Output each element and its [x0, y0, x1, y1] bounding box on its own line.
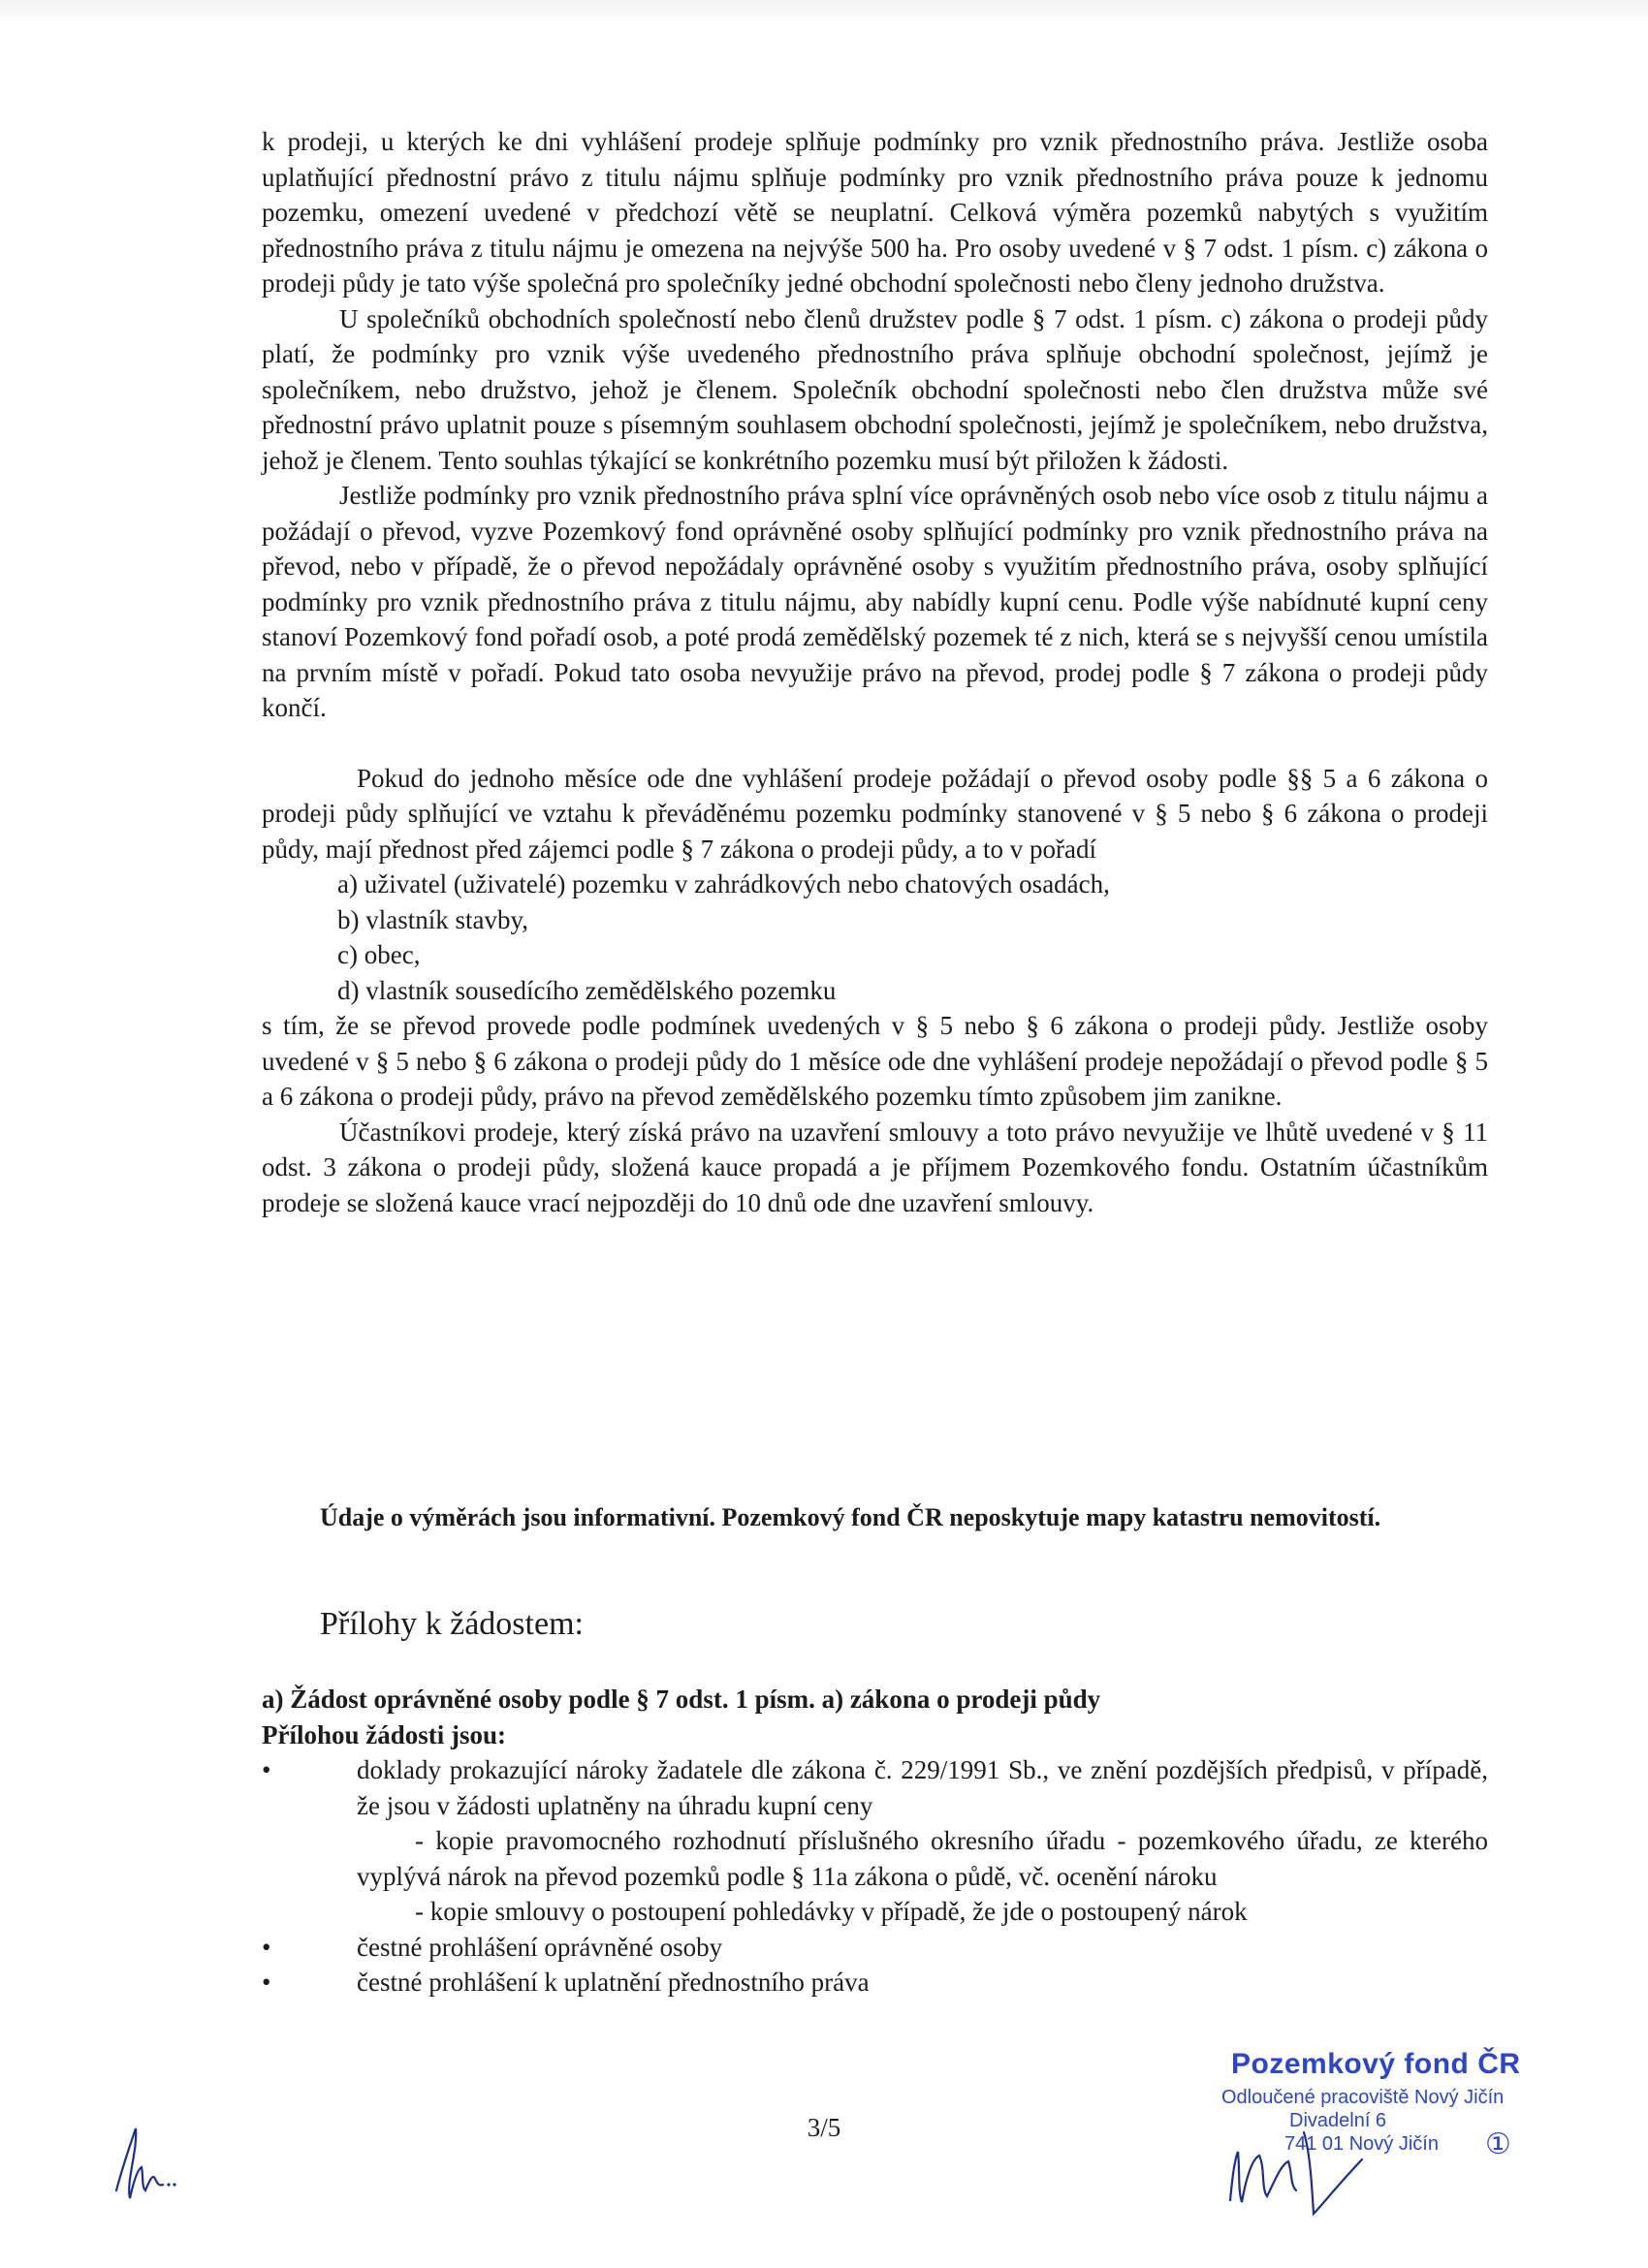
handwritten-signature — [1217, 2113, 1391, 2220]
paragraph-partners: U společníků obchodních společností nebo členů družstev podle § 7 odst. 1 písm. c) zákona o prodeji půdy platí, že podmínky pro vznik výše uvedeného přednostního práva splňuje obchodní společnost, jejímž je společníkem, nebo družstvo, jehož je členem. Společník obchodní společnosti nebo člen družstva může své přednostní právo uplatnit pouze s písemným souhlasem obchodní společnosti, jejímž je společníkem, nebo družstva, jehož je členem. Tento souhlas týkající se konkrétního pozemku musí být přiložen k žádosti. — [262, 303, 1488, 475]
bullet-item — [262, 1930, 1488, 1966]
informative-note: Údaje o výměrách jsou informativní. Pozemkový fond ČR neposkytuje mapy katastru nemovitostí. — [320, 1503, 1381, 1531]
initials-signature — [97, 2123, 184, 2210]
list-item-neighbour: d) vlastník sousedícího zemědělského pozemku — [337, 975, 837, 1005]
list-item-building-owner: b) vlastník stavby, — [337, 904, 528, 934]
list-item-users: a) uživatel (uživatelé) pozemku v zahrádkových nebo chatových osadách, — [337, 869, 1110, 898]
bullet-item — [262, 1965, 1488, 2000]
bullet-icon: • — [262, 1968, 271, 1997]
paragraph-multiple-persons: Jestliže podmínky pro vznik přednostního práva splní více oprávněných osob nebo více osob z titulu nájmu a požádají o převod, vyzve Pozemkový fond oprávněné osoby splňující podmínky pro vznik přednostního práva na převod, nebo v případě, že o převod nepožádaly oprávněné osoby s využitím přednostního práva, osoby splňující podmínky pro vznik přednostního práva z titulu nájmu, aby nabídly kupní cenu. Podle výše nabídnuté kupní ceny stanoví Pozemkový fond pořadí osob, a poté prodá zemědělský pozemek té z nich, která se s nejvyšší cenou umístila na prvním místě v pořadí. Pokud tato osoba nevyužije právo na převod, prodej podle § 7 zákona o prodeji půdy končí. — [262, 481, 1488, 722]
section-subheading: Přílohou žádosti jsou: — [262, 1719, 507, 1749]
bullet-text-preemptive: čestné prohlášení k uplatnění přednostního práva — [357, 1968, 870, 1997]
paragraph-transfer-conditions: s tím, že se převod provede podle podmínek uvedených v § 5 nebo § 6 zákona o prodeji půdy. Jestliže osoby uvedené v § 5 nebo § 6 zákona o prodeji půdy do 1 měsíce ode dne vyhlášení prodeje nepožádají o převod podle § 5 a 6 zákona o prodeji půdy, právo na převod zemědělského pozemku tímto způsobem jim zanikne. — [262, 1011, 1488, 1111]
stamp-mark-icon: ① — [1485, 2128, 1511, 2160]
list-item-municipality: c) obec, — [337, 940, 421, 969]
stamp-street-line: Divadelní 6 — [1289, 2110, 1387, 2131]
paragraph-priority: Pokud do jednoho měsíce ode dne vyhlášení prodeje požádají o převod osoby podle §§ 5 a 6 zákona o prodeji půdy splňující ve vztahu k převáděnému pozemku podmínky stanovené v § 5 nebo § 6 zákona o prodeji půdy, mají přednost před zájemci podle § 7 zákona o prodeji půdy, a to v pořadí — [262, 763, 1488, 864]
sub-item-decision: - kopie pravomocného rozhodnutí příslušného okresního úřadu - pozemkového úřadu, ze kterého vyplývá nárok na převod pozemků podle § 11a zákona o půdě, vč. ocenění nároku — [357, 1826, 1488, 1891]
attachments-section-a — [262, 1682, 1488, 2000]
sub-item-assignment: - kopie smlouvy o postoupení pohledávky v případě, že jde o postoupený nárok — [415, 1897, 1248, 1926]
stamp-office-line: Odloučené pracoviště Nový Jičín — [1221, 2087, 1505, 2108]
section-heading: a) Žádost oprávněné osoby podle § 7 odst. 1 písm. a) zákona o prodeji půdy — [262, 1685, 1101, 1714]
page-number: 3/5 — [807, 2113, 841, 2142]
body-text — [262, 124, 1488, 1220]
bullet-icon: • — [262, 1932, 271, 1962]
bullet-text-claims: doklady prokazující nároky žadatele dle zákona č. 229/1991 Sb., ve znění pozdějších předpisů, v případě, že jsou v žádosti uplatněny na úhradu kupní ceny — [357, 1755, 1488, 1820]
bullet-item — [262, 1752, 1488, 1823]
paragraph-deposit: Účastníkovi prodeje, který získá právo na uzavření smlouvy a toto právo nevyužije ve lhůtě uvedené v § 11 odst. 3 zákona o prodeji půdy, složená kauce propadá a je příjmem Pozemkového fondu. Ostatním účastníkům prodeje se složená kauce vrací nejpozději do 10 dnů ode dne uzavření smlouvy. — [262, 1117, 1488, 1217]
stamp-title: Pozemkový fond ČR — [1231, 2048, 1521, 2080]
bullet-text-declaration: čestné prohlášení oprávněné osoby — [357, 1932, 723, 1962]
paragraph-preemptive-limit: k prodeji, u kterých ke dni vyhlášení prodeje splňuje podmínky pro vznik přednostního práva. Jestliže osoba uplatňující přednostní právo z titulu nájmu splňuje podmínky pro vznik přednostního práva pouze k jednomu pozemku, omezení uvedené v předchozí větě se neuplatní. Celková výměra pozemků nabytých s využitím přednostního práva z titulu nájmu je omezena na nejvýše 500 ha. Pro osoby uvedené v § 7 odst. 1 písm. c) zákona o prodeji půdy je tato výše společná pro společníky jedné obchodní společnosti nebo členy jednoho družstva. — [262, 127, 1488, 298]
bullet-icon: • — [262, 1755, 271, 1784]
stamp-city-line: 741 01 Nový Jičín — [1284, 2133, 1439, 2155]
spacer — [262, 726, 1488, 761]
attachments-heading: Přílohy k žádostem: — [320, 1606, 584, 1642]
